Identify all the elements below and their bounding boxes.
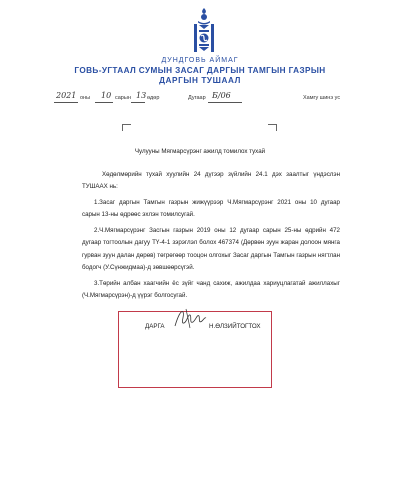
subject-bracket-left bbox=[122, 124, 131, 131]
signatory-title: ДАРГА bbox=[145, 323, 165, 330]
preamble-paragraph: Хөдөлмөрийн тухай хуулийн 24 дүгээр зүйлийн 24.1 дэх заалтыг үндэслэн ТУШААХ нь: bbox=[82, 171, 340, 191]
day-underline bbox=[131, 102, 145, 103]
soyombo-emblem-icon bbox=[193, 8, 215, 54]
number-underline bbox=[208, 102, 242, 103]
place-name: Хамгу шинэ ус bbox=[303, 95, 341, 101]
number-label: Дугаар bbox=[188, 95, 206, 101]
date-year: 2021 bbox=[56, 91, 77, 100]
handwritten-signature bbox=[172, 306, 208, 330]
office-name: ГОВЬ-УГТААЛ СУМЫН ЗАСАГ ДАРГЫН ТАМГЫН ГАЗРЫН bbox=[74, 66, 326, 75]
signatory-name: Н.ӨЛЗИЙТОГТОХ bbox=[209, 323, 261, 330]
order-title: ДАРГЫН ТУШААЛ bbox=[159, 76, 241, 85]
order-number: Б/06 bbox=[212, 91, 231, 100]
date-day: 13 bbox=[136, 91, 147, 100]
item-3-paragraph: 3.Төрийн албан хаагчийн ёс зүйг чанд сахиж, ажилдаа хариуцлагатай ажиллахыг (Ч.Мягмарсүрэн)-д үүрэг болгосугай. bbox=[82, 280, 340, 300]
day-label: өдөр bbox=[147, 95, 160, 101]
year-underline bbox=[54, 102, 78, 103]
year-label: оны bbox=[80, 95, 91, 101]
date-month: 10 bbox=[101, 91, 112, 100]
month-underline bbox=[95, 102, 113, 103]
month-label: сарын bbox=[115, 95, 131, 101]
document-subject: Чулууны Мягмарсүрэнг ажилд томилох тухай bbox=[134, 148, 266, 155]
item-1-paragraph: 1.Засаг даргын Тамгын газрын жижүүрээр Ч.Мягмарсүрэнг 2021 оны 10 дугаар сарын 13-ны өдрөөс эхлэн томилсугай. bbox=[82, 199, 340, 219]
item-2-paragraph: 2.Ч.Мягмарсүрэнг Засгын газрын 2019 оны 12 дугаар сарын 25-ны өдрийн 472 дугаар тогтоолын дагуу ТҮ-4-1 зэрэглэл болох 467374 (Дөрвөн зуун жаран долоон мянга гурван зуун далан дөрөв) төгрөгөөр тооцон олгохыг Засаг даргын Тамгын газрын нягтлан бодогч (У.Сүнжидмаа)-д зөвшөөрсүгэй. bbox=[82, 227, 340, 272]
province-name: ДУНДГОВЬ АЙМАГ bbox=[161, 57, 239, 64]
subject-bracket-right bbox=[268, 124, 277, 131]
